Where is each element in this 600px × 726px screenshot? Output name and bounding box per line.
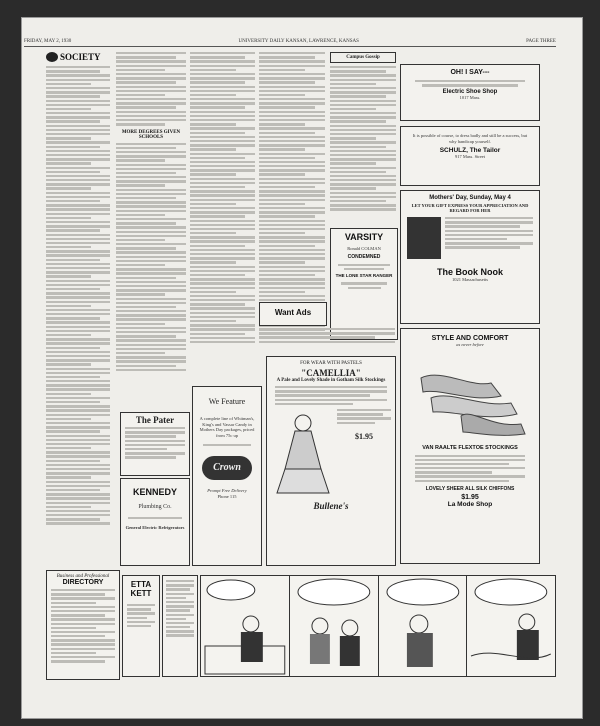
schulz-tagline: It is possible of course, to dress badly and still be a success, but why handicap yourself. xyxy=(412,133,528,144)
van-raalte-banner: VAN RAALTE FLEXTOE STOCKINGS xyxy=(422,444,518,451)
business-directory xyxy=(46,570,120,680)
ohisay-title: OH! I SAY--- xyxy=(450,69,490,76)
style-comfort-price: $1.95 xyxy=(461,494,479,502)
kennedy-subtitle: Plumbing Co. xyxy=(138,504,172,510)
etta-title-1: ETTA xyxy=(130,580,152,589)
comic-panel-3 xyxy=(379,576,468,676)
we-feature-delivery: Prompt Free Delivery xyxy=(207,488,247,494)
pater-ad xyxy=(120,412,190,476)
schulz-address: 917 Mass. Street xyxy=(454,154,486,159)
woman-illustration-icon xyxy=(271,409,335,497)
book-nook-name: The Book Nook xyxy=(436,267,503,277)
header-masthead: UNIVERSITY DAILY KANSAN, LAWRENCE, KANSAS xyxy=(238,38,359,44)
want-ads-header xyxy=(259,302,327,326)
camellia-name: "CAMELLIA" xyxy=(301,368,361,378)
header-date: FRIDAY, MAY 2, 1930 xyxy=(24,38,72,44)
varsity-theater-ad xyxy=(330,228,398,340)
bullenes-logo: Bullene's xyxy=(313,500,349,511)
electric-shoe-shop-ad xyxy=(400,64,540,121)
crown-drug-ad xyxy=(192,386,262,566)
comic-strip xyxy=(200,575,556,677)
book-nook-subhead: LET YOUR GIFT EXPRESS YOUR APPRECIATION AND REGARD FOR HER xyxy=(411,203,529,213)
camellia-subtitle: A Pale and Lovely Shade in Gotham Silk Stockings xyxy=(276,378,386,383)
schulz-tailor-ad xyxy=(400,126,540,186)
comic-panel-1-art-icon xyxy=(201,576,289,676)
we-feature-body: A complete line of Whitman's, King's and Vassar Candy in Mothers Day packages, priced from 75c up xyxy=(199,416,255,438)
directory-title-2: DIRECTORY xyxy=(62,579,104,586)
style-comfort-sub: as never before xyxy=(456,342,484,347)
book-nook-ad xyxy=(400,190,540,324)
schulz-name: SCHULZ, The Tailor xyxy=(439,147,501,154)
comic-panel-2-art-icon xyxy=(290,576,378,676)
we-feature-title: We Feature xyxy=(208,397,246,406)
la-mode-shop-ad xyxy=(400,328,540,564)
want-ads-text xyxy=(259,328,395,350)
varsity-title: VARSITY xyxy=(344,232,384,242)
comic-panel-4-art-icon xyxy=(467,576,555,676)
bullenes-camellia-ad xyxy=(266,356,396,566)
book-nook-headline: Mothers' Day, Sunday, May 4 xyxy=(429,195,511,201)
etta-kett-text-panel xyxy=(162,575,198,677)
news-column-3 xyxy=(190,52,255,377)
kennedy-plumbing-ad xyxy=(120,478,190,566)
we-feature-phone: Phone 115 xyxy=(217,493,237,499)
degrees-headline: MORE DEGREES GIVEN SCHOOLS xyxy=(121,129,181,140)
crown-logo: Crown xyxy=(202,456,252,480)
book-nook-address: 1021 Massachusetts xyxy=(451,277,489,282)
ohisay-address: 1017 Mass. xyxy=(459,94,481,100)
etta-title-2: KETT xyxy=(130,589,152,598)
page-header xyxy=(24,36,556,47)
society-column xyxy=(46,52,110,567)
ohisay-shop-name: Electric Shoe Shop xyxy=(442,88,498,95)
comic-panel-2 xyxy=(290,576,379,676)
campus-gossip-column xyxy=(330,52,396,222)
varsity-star: Ronald COLMAN xyxy=(347,246,381,251)
header-page-number: PAGE THREE xyxy=(526,38,556,44)
comic-panel-1 xyxy=(201,576,290,676)
camellia-price: $1.95 xyxy=(355,431,373,441)
want-ads-title: Want Ads xyxy=(274,308,312,317)
news-column-2 xyxy=(116,52,186,412)
varsity-second-feature: THE LONE STAR RANGER xyxy=(335,273,393,279)
camellia-pretitle: FOR WEAR WITH PASTELS xyxy=(300,361,362,366)
society-logo-icon xyxy=(46,52,58,62)
comic-panel-4 xyxy=(467,576,555,676)
campus-gossip-title: Campus Gossip xyxy=(330,52,396,63)
pater-title: The Pater xyxy=(135,415,175,425)
directory-title-1: Business and Professional xyxy=(56,574,110,579)
kennedy-title: KENNEDY xyxy=(132,487,177,497)
style-comfort-title: STYLE AND COMFORT xyxy=(431,335,509,342)
book-illustration-icon xyxy=(407,217,441,259)
society-title: SOCIETY xyxy=(60,52,101,62)
kennedy-refrigerators: General Electric Refrigerators xyxy=(125,524,185,530)
stockings-illustration-icon xyxy=(401,348,537,438)
style-comfort-line: LOVELY SHEER ALL SILK CHIFFONS xyxy=(425,486,515,493)
la-mode-shop-name: La Mode Shop xyxy=(447,501,493,509)
comic-panel-3-art-icon xyxy=(379,576,467,676)
varsity-feature: CONDEMNED xyxy=(347,253,381,260)
etta-kett-title-panel xyxy=(122,575,160,677)
